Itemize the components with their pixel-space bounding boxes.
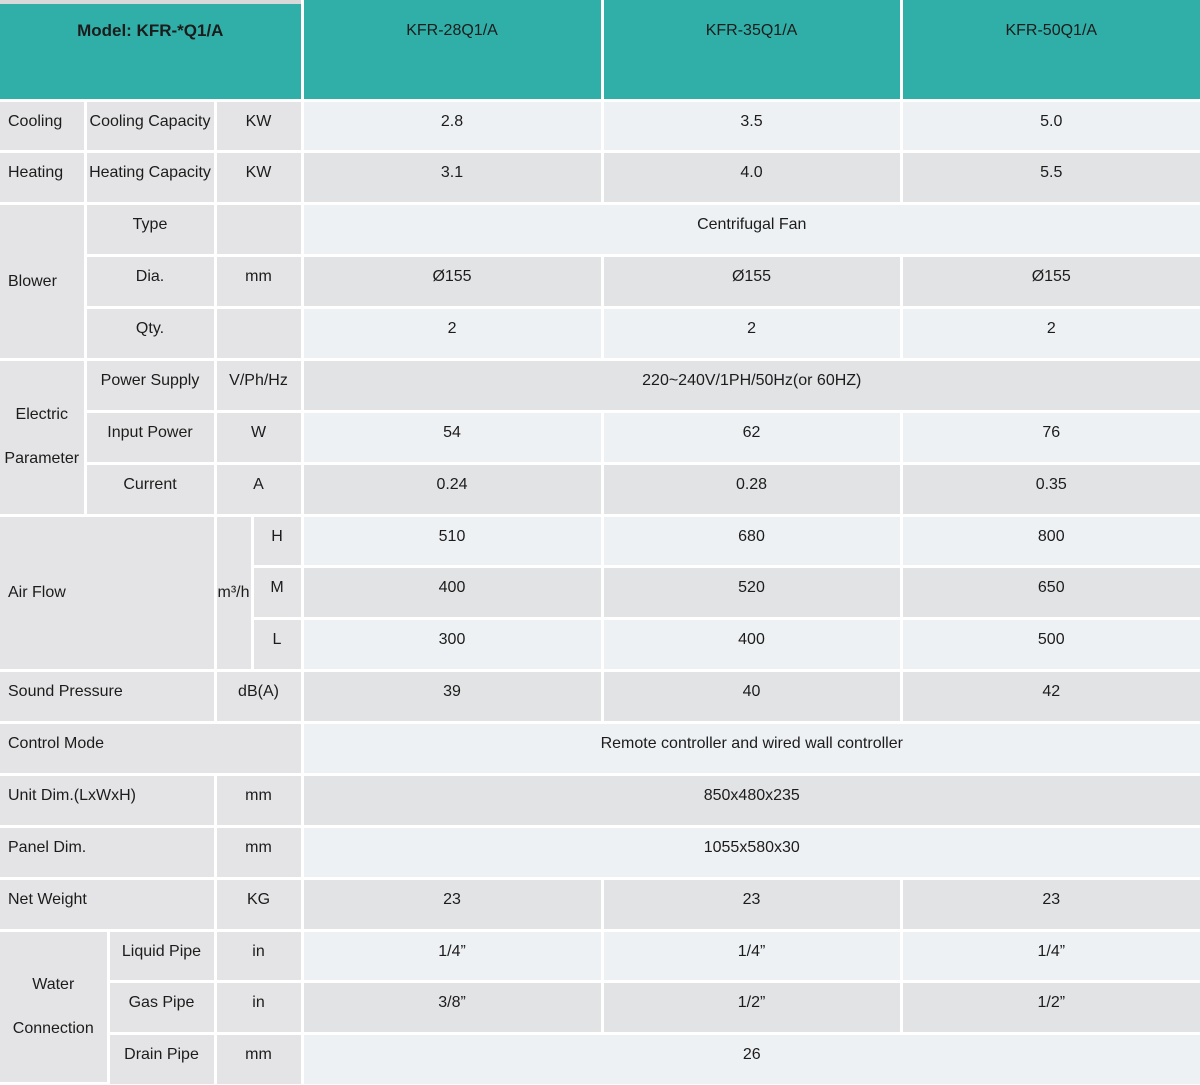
value-cell: 400 <box>602 619 901 671</box>
value-cell: 2.8 <box>302 100 602 152</box>
category-cell: Air Flow <box>0 515 215 671</box>
value-cell-span: 26 <box>302 1034 1200 1084</box>
label-cell: Gas Pipe <box>108 982 215 1034</box>
value-cell: 2 <box>602 308 901 360</box>
unit-cell: KW <box>215 100 302 152</box>
value-cell: 3.1 <box>302 152 602 204</box>
table-row-cooling <box>0 100 1200 152</box>
unit-cell: dB(A) <box>215 671 302 723</box>
category-cell: Water Connection <box>0 930 108 1084</box>
table-row-blower-qty <box>0 308 1200 360</box>
value-cell: 510 <box>302 515 602 567</box>
unit-cell: W <box>215 411 302 463</box>
value-cell: 800 <box>901 515 1200 567</box>
label-cell: Drain Pipe <box>108 1034 215 1084</box>
model-series-header: Model: KFR-*Q1/A <box>0 0 302 100</box>
value-cell: 4.0 <box>602 152 901 204</box>
category-cell: Cooling <box>0 100 85 152</box>
label-cell: Panel Dim. <box>0 826 215 878</box>
value-cell: 39 <box>302 671 602 723</box>
table-row-unit-dim <box>0 774 1200 826</box>
value-cell-span: 1055x580x30 <box>302 826 1200 878</box>
value-cell-span: 220~240V/1PH/50Hz(or 60HZ) <box>302 359 1200 411</box>
value-cell: 500 <box>901 619 1200 671</box>
value-cell: 3/8” <box>302 982 602 1034</box>
value-cell-span: 850x480x235 <box>302 774 1200 826</box>
table-row-sound-pressure <box>0 671 1200 723</box>
label-cell: Current <box>85 463 215 515</box>
table-row-control-mode <box>0 723 1200 775</box>
value-cell: 3.5 <box>602 100 901 152</box>
level-cell: H <box>252 515 302 567</box>
table-row-net-weight <box>0 878 1200 930</box>
model-column-header-2: KFR-35Q1/A <box>602 0 901 100</box>
value-cell: 0.24 <box>302 463 602 515</box>
label-cell: Dia. <box>85 256 215 308</box>
table-row-blower-dia <box>0 256 1200 308</box>
category-cell: Electric Parameter <box>0 359 85 515</box>
value-cell: 1/2” <box>602 982 901 1034</box>
unit-cell: in <box>215 982 302 1034</box>
table-row-drain-pipe <box>0 1034 1200 1084</box>
table-row-liquid-pipe <box>0 930 1200 982</box>
value-cell: 40 <box>602 671 901 723</box>
category-cell: Heating <box>0 152 85 204</box>
unit-cell: mm <box>215 826 302 878</box>
label-cell: Input Power <box>85 411 215 463</box>
label-cell: Net Weight <box>0 878 215 930</box>
value-cell: 62 <box>602 411 901 463</box>
value-cell-span: Centrifugal Fan <box>302 204 1200 256</box>
unit-cell: A <box>215 463 302 515</box>
value-cell-span: Remote controller and wired wall controller <box>302 723 1200 775</box>
label-cell: Unit Dim.(LxWxH) <box>0 774 215 826</box>
unit-cell-empty <box>215 308 302 360</box>
value-cell: 42 <box>901 671 1200 723</box>
value-cell: 23 <box>602 878 901 930</box>
unit-cell: KW <box>215 152 302 204</box>
value-cell: 76 <box>901 411 1200 463</box>
value-cell: 5.0 <box>901 100 1200 152</box>
label-cell: Control Mode <box>0 723 302 775</box>
model-column-header-3: KFR-50Q1/A <box>901 0 1200 100</box>
value-cell: 23 <box>901 878 1200 930</box>
value-cell: 0.28 <box>602 463 901 515</box>
value-cell: 680 <box>602 515 901 567</box>
header-row <box>0 0 1200 100</box>
value-cell: 650 <box>901 567 1200 619</box>
value-cell: Ø155 <box>602 256 901 308</box>
value-cell: 5.5 <box>901 152 1200 204</box>
value-cell: 1/4” <box>602 930 901 982</box>
value-cell: 520 <box>602 567 901 619</box>
label-cell: Heating Capacity <box>85 152 215 204</box>
label-cell: Liquid Pipe <box>108 930 215 982</box>
unit-cell-empty <box>215 204 302 256</box>
table-row-gas-pipe <box>0 982 1200 1034</box>
table-row-panel-dim <box>0 826 1200 878</box>
unit-cell: in <box>215 930 302 982</box>
unit-cell: V/Ph/Hz <box>215 359 302 411</box>
unit-cell: mm <box>215 256 302 308</box>
value-cell: 0.35 <box>901 463 1200 515</box>
table-row-current <box>0 463 1200 515</box>
model-column-header-1: KFR-28Q1/A <box>302 0 602 100</box>
category-cell: Blower <box>0 204 85 360</box>
value-cell: 300 <box>302 619 602 671</box>
value-cell: Ø155 <box>302 256 602 308</box>
label-cell: Sound Pressure <box>0 671 215 723</box>
table-row-power-supply <box>0 359 1200 411</box>
level-cell: M <box>252 567 302 619</box>
level-cell: L <box>252 619 302 671</box>
value-cell: 1/4” <box>901 930 1200 982</box>
table-row-input-power <box>0 411 1200 463</box>
unit-cell: mm <box>215 1034 302 1084</box>
value-cell: 54 <box>302 411 602 463</box>
table-row-heating <box>0 152 1200 204</box>
value-cell: 2 <box>302 308 602 360</box>
label-cell: Power Supply <box>85 359 215 411</box>
value-cell: 2 <box>901 308 1200 360</box>
unit-cell: mm <box>215 774 302 826</box>
table-row-blower-type <box>0 204 1200 256</box>
value-cell: 23 <box>302 878 602 930</box>
label-cell: Cooling Capacity <box>85 100 215 152</box>
label-cell: Type <box>85 204 215 256</box>
label-cell: Qty. <box>85 308 215 360</box>
value-cell: 1/4” <box>302 930 602 982</box>
value-cell: 400 <box>302 567 602 619</box>
unit-cell: m³/h <box>215 515 252 671</box>
unit-cell: KG <box>215 878 302 930</box>
value-cell: Ø155 <box>901 256 1200 308</box>
table-row-airflow-h <box>0 515 1200 567</box>
value-cell: 1/2” <box>901 982 1200 1034</box>
